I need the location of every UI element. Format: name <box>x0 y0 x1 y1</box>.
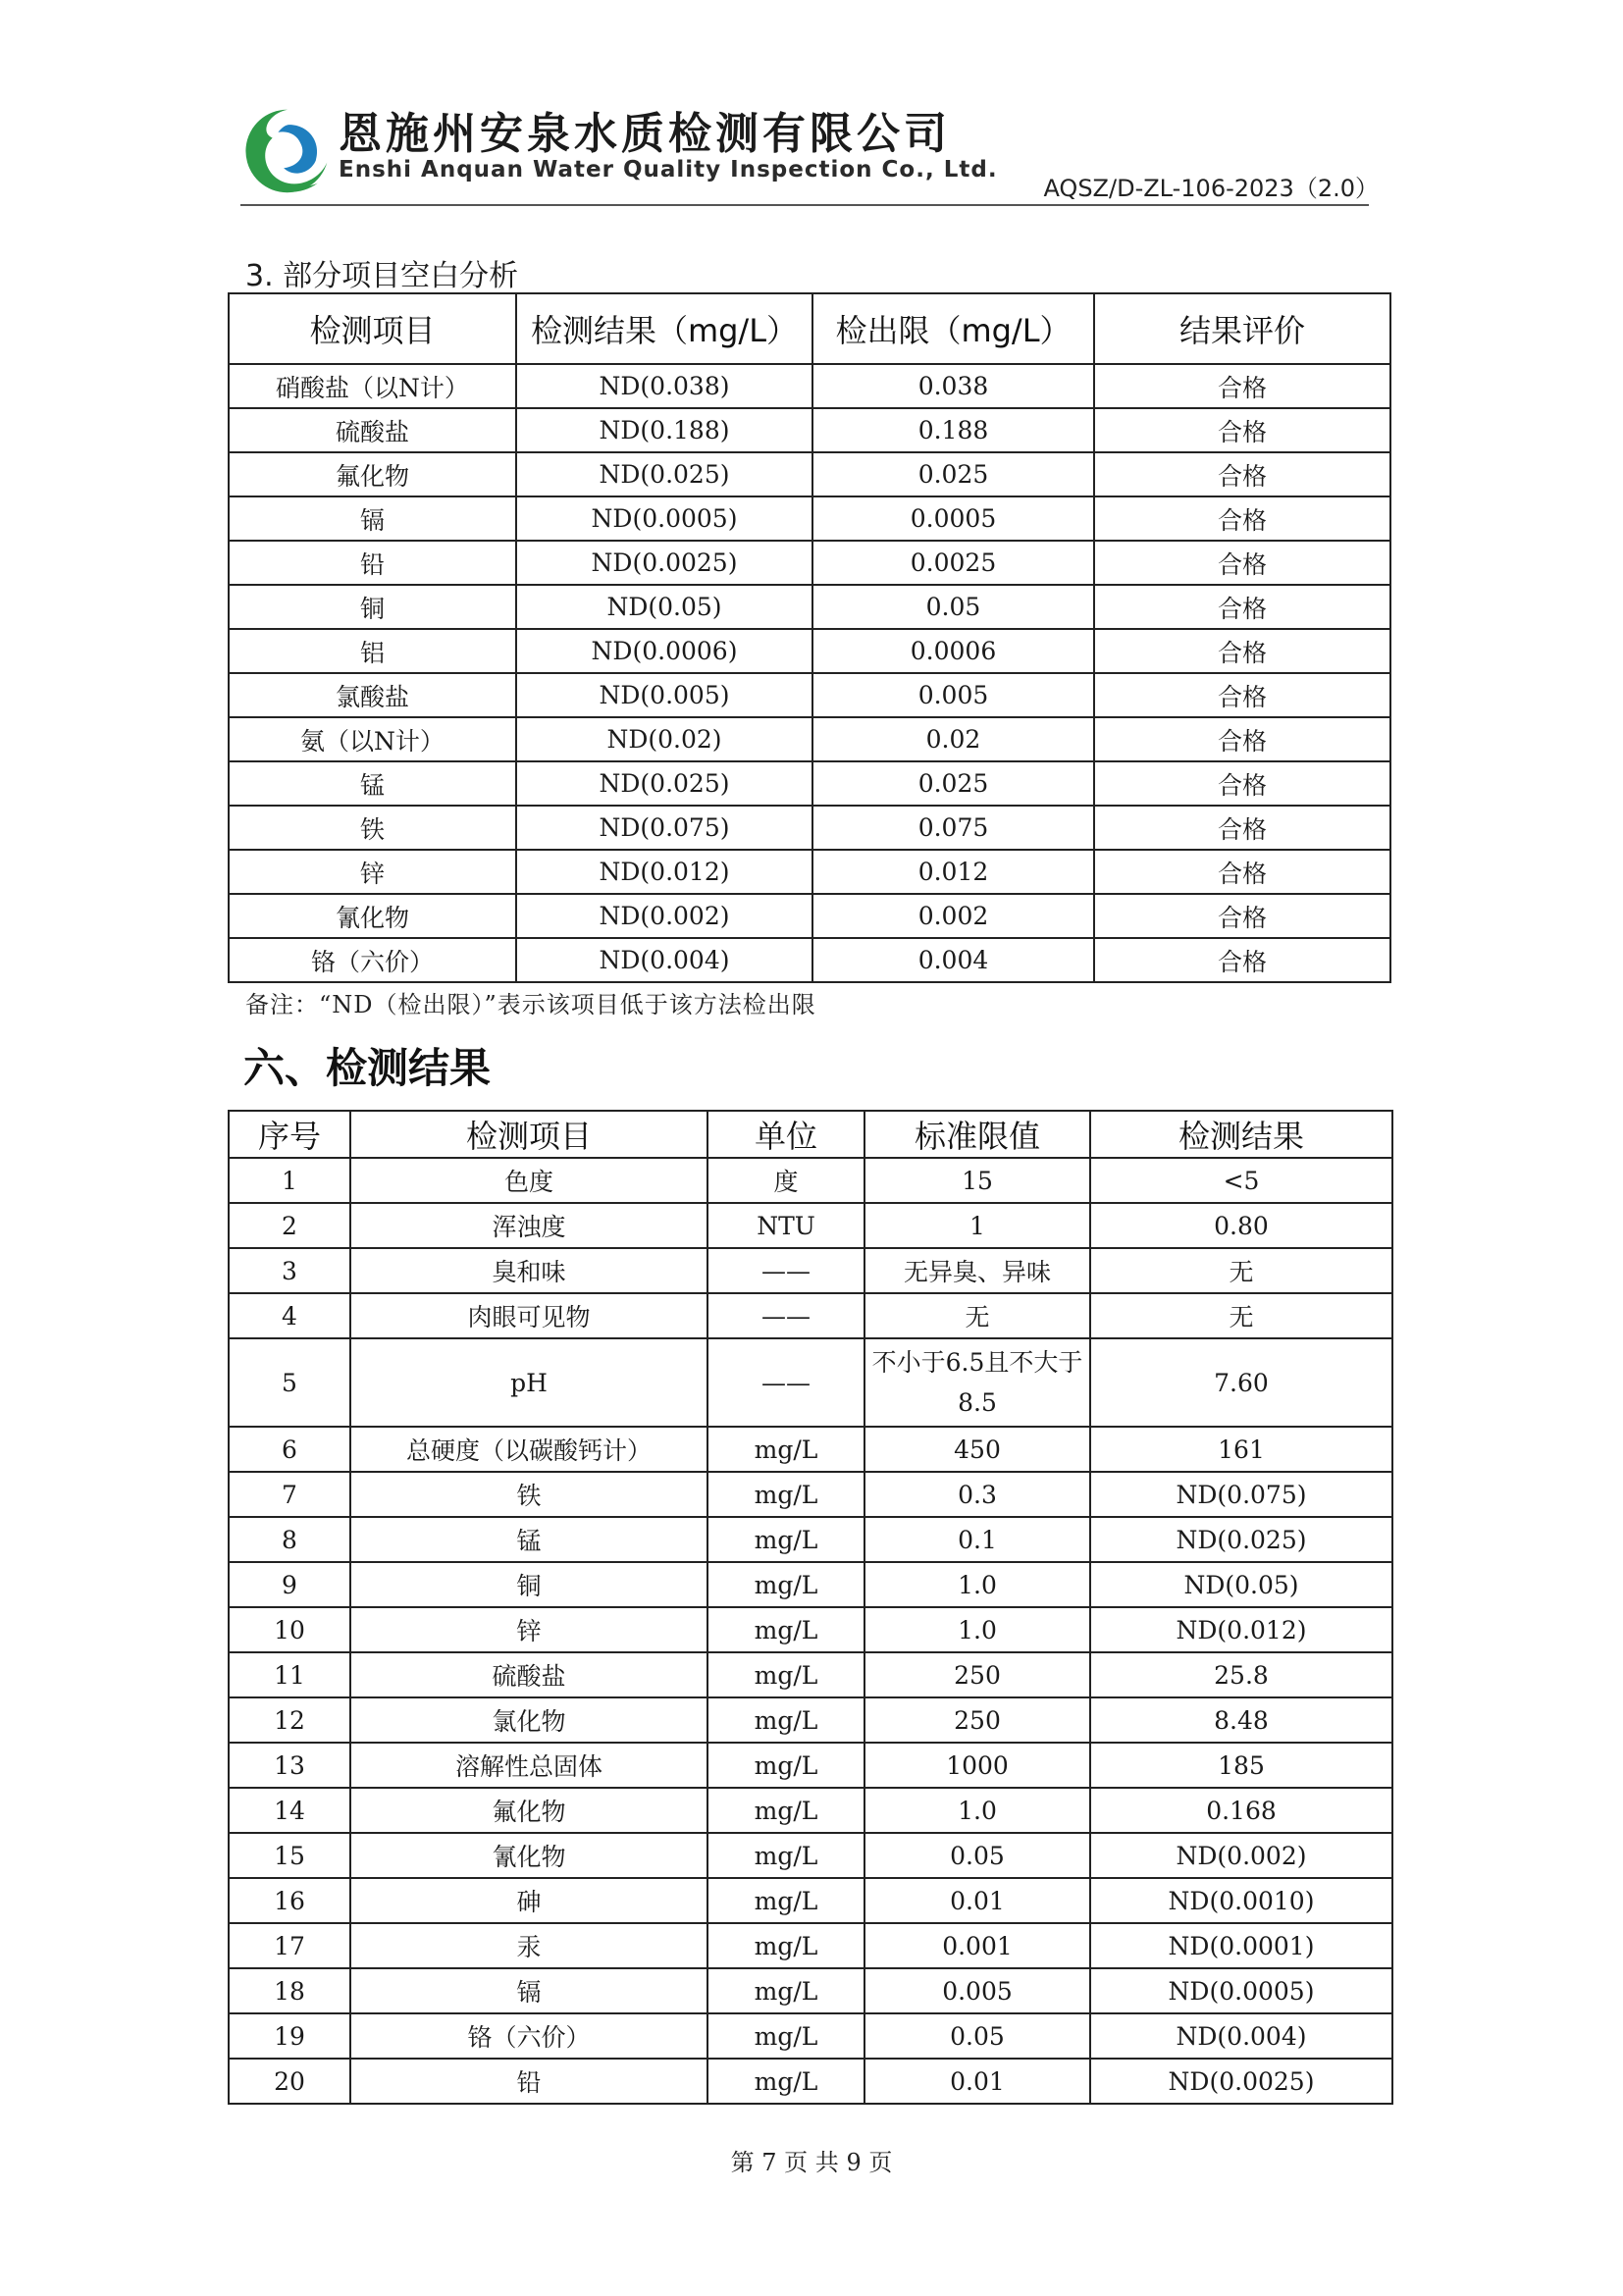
table-row <box>229 1878 1392 1923</box>
blank-analysis-note: 备注：“ND（检出限）”表示该项目低于该方法检出限 <box>245 991 816 1018</box>
table-row <box>229 2013 1392 2059</box>
table-cell: 氰化物 <box>229 894 516 938</box>
table-cell: 8.48 <box>1090 1697 1392 1743</box>
table-cell: ND(0.05) <box>1090 1562 1392 1607</box>
table-cell: <5 <box>1090 1158 1392 1203</box>
table-cell: ND(0.075) <box>516 806 812 850</box>
table-row <box>229 364 1390 408</box>
table-cell: mg/L <box>707 2059 864 2104</box>
table-cell: 0.05 <box>864 1833 1090 1878</box>
table-cell: —— <box>707 1338 864 1427</box>
table-cell: 1 <box>864 1203 1090 1248</box>
table-cell: mg/L <box>707 1923 864 1968</box>
table-cell: 12 <box>229 1697 350 1743</box>
table-row <box>229 585 1390 629</box>
table-cell: 0.01 <box>864 1878 1090 1923</box>
table-row <box>229 806 1390 850</box>
table-cell: 2 <box>229 1203 350 1248</box>
table-cell: 无异臭、异味 <box>864 1248 1090 1293</box>
table-cell: 不小于6.5且不大于8.5 <box>864 1338 1090 1427</box>
table-row <box>229 717 1390 761</box>
table-cell: 溶解性总固体 <box>350 1743 707 1788</box>
table-row <box>229 938 1390 982</box>
table-cell: mg/L <box>707 1833 864 1878</box>
table-row <box>229 673 1390 717</box>
table-cell: 合格 <box>1094 629 1390 673</box>
table-cell: 250 <box>864 1697 1090 1743</box>
results-title: 六、检测结果 <box>243 1044 492 1092</box>
table-cell: 硫酸盐 <box>350 1652 707 1697</box>
table-cell: 硫酸盐 <box>229 408 516 452</box>
table-cell: 0.001 <box>864 1923 1090 1968</box>
table-cell: ND(0.0025) <box>1090 2059 1392 2104</box>
table-cell: ND(0.038) <box>516 364 812 408</box>
table-cell: ND(0.012) <box>516 850 812 894</box>
table-cell: 1.0 <box>864 1562 1090 1607</box>
table-cell: 19 <box>229 2013 350 2059</box>
table-cell: ND(0.0005) <box>1090 1968 1392 2013</box>
table-cell: mg/L <box>707 1878 864 1923</box>
table-row <box>229 1652 1392 1697</box>
table-cell: 6 <box>229 1427 350 1472</box>
table-cell: 铬（六价） <box>229 938 516 982</box>
table-row <box>229 1607 1392 1652</box>
table-cell: 0.005 <box>864 1968 1090 2013</box>
table-cell: ND(0.005) <box>516 673 812 717</box>
table-cell: 0.0025 <box>812 541 1094 585</box>
column-header: 标准限值 <box>864 1111 1090 1158</box>
blank-analysis-table <box>228 292 1391 983</box>
table-cell: mg/L <box>707 1968 864 2013</box>
table-cell: 185 <box>1090 1743 1392 1788</box>
table-cell: 合格 <box>1094 806 1390 850</box>
table-cell: 250 <box>864 1652 1090 1697</box>
table-cell: 0.01 <box>864 2059 1090 2104</box>
page-number: 第 7 页 共 9 页 <box>730 2149 893 2176</box>
table-cell: 0.002 <box>812 894 1094 938</box>
table-cell: —— <box>707 1248 864 1293</box>
table-cell: 合格 <box>1094 452 1390 496</box>
table-cell: ND(0.004) <box>1090 2013 1392 2059</box>
table-cell: 铁 <box>229 806 516 850</box>
column-header: 检测项目 <box>229 293 516 364</box>
table-cell: mg/L <box>707 2013 864 2059</box>
table-cell: 镉 <box>229 496 516 541</box>
table-cell: —— <box>707 1293 864 1338</box>
table-cell: 合格 <box>1094 364 1390 408</box>
table-cell: 15 <box>229 1833 350 1878</box>
table-row <box>229 1743 1392 1788</box>
table-cell: 16 <box>229 1878 350 1923</box>
table-cell: 3 <box>229 1248 350 1293</box>
table-cell: 镉 <box>350 1968 707 2013</box>
table-cell: ND(0.002) <box>516 894 812 938</box>
column-header: 序号 <box>229 1111 350 1158</box>
table-cell: mg/L <box>707 1652 864 1697</box>
table-cell: 15 <box>864 1158 1090 1203</box>
table-cell: 18 <box>229 1968 350 2013</box>
table-cell: 0.168 <box>1090 1788 1392 1833</box>
table-cell: 氯化物 <box>350 1697 707 1743</box>
table-cell: 铅 <box>229 541 516 585</box>
table-cell: 锌 <box>350 1607 707 1652</box>
table-row <box>229 629 1390 673</box>
table-cell: mg/L <box>707 1788 864 1833</box>
column-header: 检出限（mg/L） <box>812 293 1094 364</box>
table-cell: 砷 <box>350 1878 707 1923</box>
company-name-cn: 恩施州安泉水质检测有限公司 <box>339 109 951 159</box>
table-row <box>229 408 1390 452</box>
table-cell: 0.075 <box>812 806 1094 850</box>
table-cell: 合格 <box>1094 894 1390 938</box>
table-row <box>229 1697 1392 1743</box>
table-row <box>229 1248 1392 1293</box>
table-cell: 色度 <box>350 1158 707 1203</box>
table-cell: pH <box>350 1338 707 1427</box>
table-row <box>229 1923 1392 1968</box>
table-cell: 9 <box>229 1562 350 1607</box>
table-cell: 8 <box>229 1517 350 1562</box>
table-cell: 7 <box>229 1472 350 1517</box>
table-cell: 17 <box>229 1923 350 1968</box>
table-row <box>229 894 1390 938</box>
company-name-en: Enshi Anquan Water Quality Inspection Co., Ltd. <box>339 157 998 183</box>
table-cell: 0.80 <box>1090 1203 1392 1248</box>
table-cell: ND(0.0006) <box>516 629 812 673</box>
table-cell: 合格 <box>1094 761 1390 806</box>
table-cell: 铅 <box>350 2059 707 2104</box>
table-cell: 0.188 <box>812 408 1094 452</box>
table-cell: 4 <box>229 1293 350 1338</box>
table-cell: mg/L <box>707 1427 864 1472</box>
table-cell: 铁 <box>350 1472 707 1517</box>
table-cell: 0.3 <box>864 1472 1090 1517</box>
page-header <box>240 98 1379 206</box>
table-cell: ND(0.05) <box>516 585 812 629</box>
table-cell: 氯酸盐 <box>229 673 516 717</box>
table-cell: 合格 <box>1094 717 1390 761</box>
table-cell: 锰 <box>229 761 516 806</box>
table-cell: ND(0.0010) <box>1090 1878 1392 1923</box>
table-cell: ND(0.025) <box>1090 1517 1392 1562</box>
table-cell: 锌 <box>229 850 516 894</box>
table-row <box>229 1427 1392 1472</box>
column-header: 单位 <box>707 1111 864 1158</box>
table-cell: 7.60 <box>1090 1338 1392 1427</box>
table-cell: ND(0.002) <box>1090 1833 1392 1878</box>
table-row <box>229 1968 1392 2013</box>
table-header-row <box>229 293 1390 364</box>
table-cell: 0.0005 <box>812 496 1094 541</box>
table-cell: 13 <box>229 1743 350 1788</box>
table-cell: mg/L <box>707 1743 864 1788</box>
table-cell: 1 <box>229 1158 350 1203</box>
table-cell: 0.02 <box>812 717 1094 761</box>
table-cell: mg/L <box>707 1517 864 1562</box>
table-cell: 铜 <box>350 1562 707 1607</box>
table-cell: 0.025 <box>812 761 1094 806</box>
table-row <box>229 452 1390 496</box>
table-cell: 10 <box>229 1607 350 1652</box>
column-header: 检测结果 <box>1090 1111 1392 1158</box>
table-cell: 合格 <box>1094 408 1390 452</box>
table-cell: ND(0.188) <box>516 408 812 452</box>
table-cell: mg/L <box>707 1562 864 1607</box>
table-cell: 450 <box>864 1427 1090 1472</box>
table-row <box>229 1472 1392 1517</box>
table-cell: ND(0.0001) <box>1090 1923 1392 1968</box>
table-cell: 0.005 <box>812 673 1094 717</box>
table-cell: ND(0.004) <box>516 938 812 982</box>
table-cell: 11 <box>229 1652 350 1697</box>
table-row <box>229 1338 1392 1427</box>
table-cell: 铬（六价） <box>350 2013 707 2059</box>
table-cell: ND(0.025) <box>516 452 812 496</box>
table-cell: mg/L <box>707 1697 864 1743</box>
table-cell: 0.05 <box>864 2013 1090 2059</box>
table-cell: 氰化物 <box>350 1833 707 1878</box>
table-cell: ND(0.0005) <box>516 496 812 541</box>
table-cell: 浑浊度 <box>350 1203 707 1248</box>
table-cell: 氨（以N计） <box>229 717 516 761</box>
column-header: 结果评价 <box>1094 293 1390 364</box>
table-cell: 5 <box>229 1338 350 1427</box>
table-row <box>229 761 1390 806</box>
table-cell: 氟化物 <box>229 452 516 496</box>
table-cell: 1.0 <box>864 1788 1090 1833</box>
table-cell: 0.1 <box>864 1517 1090 1562</box>
table-header-row <box>229 1111 1392 1158</box>
table-row <box>229 541 1390 585</box>
table-cell: 合格 <box>1094 673 1390 717</box>
table-cell: 总硬度（以碳酸钙计） <box>350 1427 707 1472</box>
table-cell: 合格 <box>1094 938 1390 982</box>
table-cell: ND(0.02) <box>516 717 812 761</box>
table-cell: 氟化物 <box>350 1788 707 1833</box>
table-cell: mg/L <box>707 1607 864 1652</box>
table-row <box>229 1562 1392 1607</box>
table-cell: 无 <box>1090 1248 1392 1293</box>
table-cell: 0.0006 <box>812 629 1094 673</box>
table-row <box>229 1788 1392 1833</box>
table-cell: 合格 <box>1094 850 1390 894</box>
table-cell: ND(0.0025) <box>516 541 812 585</box>
table-cell: 硝酸盐（以N计） <box>229 364 516 408</box>
table-cell: 14 <box>229 1788 350 1833</box>
table-cell: 肉眼可见物 <box>350 1293 707 1338</box>
table-cell: 合格 <box>1094 541 1390 585</box>
table-cell: 0.025 <box>812 452 1094 496</box>
table-cell: 合格 <box>1094 496 1390 541</box>
table-cell: 161 <box>1090 1427 1392 1472</box>
table-cell: 锰 <box>350 1517 707 1562</box>
header-divider <box>240 204 1369 206</box>
document-code: AQSZ/D-ZL-106-2023（2.0） <box>1043 175 1379 202</box>
table-row <box>229 496 1390 541</box>
table-row <box>229 1517 1392 1562</box>
table-row <box>229 1158 1392 1203</box>
table-cell: ND(0.012) <box>1090 1607 1392 1652</box>
column-header: 检测结果（mg/L） <box>516 293 812 364</box>
table-cell: NTU <box>707 1203 864 1248</box>
table-row <box>229 1203 1392 1248</box>
table-row <box>229 1293 1392 1338</box>
table-row <box>229 850 1390 894</box>
table-cell: ND(0.025) <box>516 761 812 806</box>
table-cell: 度 <box>707 1158 864 1203</box>
table-cell: 无 <box>1090 1293 1392 1338</box>
table-cell: 1.0 <box>864 1607 1090 1652</box>
results-table <box>228 1110 1393 2105</box>
table-cell: 0.038 <box>812 364 1094 408</box>
table-cell: 铝 <box>229 629 516 673</box>
table-cell: 臭和味 <box>350 1248 707 1293</box>
table-cell: 1000 <box>864 1743 1090 1788</box>
table-cell: mg/L <box>707 1472 864 1517</box>
table-cell: 25.8 <box>1090 1652 1392 1697</box>
table-cell: 0.004 <box>812 938 1094 982</box>
blank-analysis-title: 3. 部分项目空白分析 <box>245 259 519 293</box>
table-cell: 20 <box>229 2059 350 2104</box>
table-cell: 汞 <box>350 1923 707 1968</box>
table-cell: 0.05 <box>812 585 1094 629</box>
table-cell: 0.012 <box>812 850 1094 894</box>
table-cell: 铜 <box>229 585 516 629</box>
table-row <box>229 2059 1392 2104</box>
column-header: 检测项目 <box>350 1111 707 1158</box>
table-cell: ND(0.075) <box>1090 1472 1392 1517</box>
table-row <box>229 1833 1392 1878</box>
company-logo-icon <box>240 104 335 198</box>
table-cell: 合格 <box>1094 585 1390 629</box>
table-cell: 无 <box>864 1293 1090 1338</box>
